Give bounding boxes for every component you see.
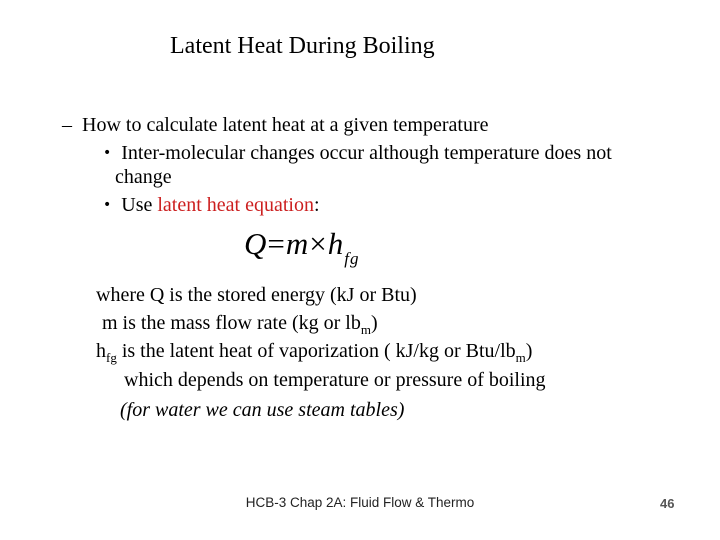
eq-equals: = (267, 226, 286, 261)
slide-title: Latent Heat During Boiling (170, 33, 435, 59)
eq-m: m (285, 226, 310, 261)
bullet-icon: • (103, 197, 112, 213)
bullet-1-text: Inter-molecular changes occur although temperature does not (121, 142, 612, 164)
where-hfg-close: ) (525, 340, 533, 362)
eq-h: h (327, 226, 345, 261)
bullet-2-suffix: : (313, 194, 320, 216)
bullet-1-continuation: change (115, 166, 172, 188)
where-h: h (96, 340, 106, 362)
bullet-1 (103, 140, 612, 168)
where-line-hfg (96, 338, 532, 366)
bullet-2-prefix: Use (121, 194, 158, 216)
where-line-q: where Q is the stored energy (kJ or Btu) (96, 284, 417, 306)
slide-footer: HCB-3 Chap 2A: Fluid Flow & Thermo (245, 495, 475, 510)
where-hfg-text: is the latent heat of vaporization ( kJ/kg or Btu/lb (116, 340, 516, 362)
where-h-subscript: fg (106, 350, 117, 365)
main-point-text: How to calculate latent heat at a given temperature (82, 114, 489, 136)
bullet-2 (103, 192, 320, 220)
eq-times: × (309, 226, 328, 261)
dash-marker: – (62, 114, 72, 136)
steam-tables-note: (for water we can use steam tables) (120, 399, 405, 421)
eq-q: Q (244, 226, 268, 261)
latent-heat-equation (244, 226, 360, 268)
where-hfg-lbm-subscript: m (515, 350, 526, 365)
page-number: 46 (660, 496, 675, 511)
latent-heat-equation-link: latent heat equation (157, 194, 314, 216)
bullet-icon: • (103, 145, 112, 161)
where-m-close: ) (370, 312, 378, 334)
eq-h-subscript: fg (344, 249, 360, 268)
where-line-depends: which depends on temperature or pressure of boiling (124, 369, 546, 391)
where-m-text: m is the mass flow rate (kg or lb (102, 312, 361, 334)
where-line-m (102, 310, 378, 338)
main-point (62, 112, 488, 138)
where-m-subscript: m (360, 322, 371, 337)
